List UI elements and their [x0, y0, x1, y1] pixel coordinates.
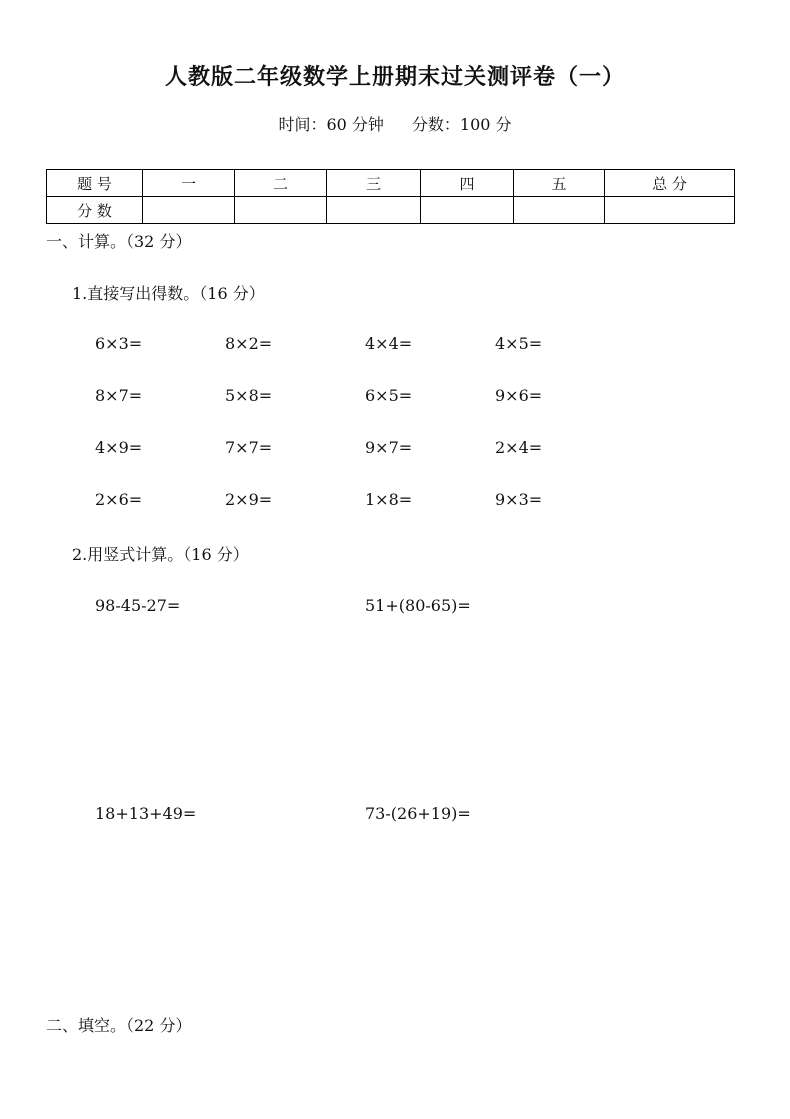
question-2-heading: 2.用竖式计算。（16 分） — [72, 545, 249, 564]
oral-calc-item: 2×6= — [95, 490, 143, 509]
oral-calc-item: 6×3= — [95, 334, 143, 353]
score-cell-1[interactable] — [143, 197, 235, 224]
exam-info — [0, 112, 790, 135]
exam-total-score: 分数：100 分 — [411, 115, 512, 134]
oral-calc-item: 8×2= — [225, 334, 273, 353]
section-2-heading: 二、填空。（22 分） — [46, 1016, 192, 1035]
score-header-4: 四 — [421, 170, 514, 197]
oral-calc-item: 6×5= — [365, 386, 413, 405]
vertical-calc-item: 18+13+49= — [95, 804, 197, 823]
score-header-label: 题 号 — [47, 170, 143, 197]
vertical-calc-item: 51+(80-65)= — [365, 596, 471, 615]
score-header-total: 总 分 — [605, 170, 735, 197]
score-header-3: 三 — [327, 170, 421, 197]
oral-calc-item: 5×8= — [225, 386, 273, 405]
oral-calc-item: 4×5= — [495, 334, 543, 353]
score-table-score-row — [47, 197, 735, 224]
question-1-heading: 1.直接写出得数。（16 分） — [72, 284, 265, 303]
score-cell-total[interactable] — [605, 197, 735, 224]
score-row-label: 分 数 — [47, 197, 143, 224]
oral-calc-item: 7×7= — [225, 438, 273, 457]
vertical-calc-item: 73-(26+19)= — [365, 804, 471, 823]
score-cell-2[interactable] — [235, 197, 327, 224]
oral-calc-item: 1×8= — [365, 490, 413, 509]
score-cell-4[interactable] — [421, 197, 514, 224]
oral-calc-item: 9×7= — [365, 438, 413, 457]
oral-calc-item: 8×7= — [95, 386, 143, 405]
page-title: 人教版二年级数学上册期末过关测评卷（一） — [164, 65, 625, 90]
vertical-calc-item: 98-45-27= — [95, 596, 181, 615]
score-table-header-row — [47, 170, 735, 197]
score-table — [46, 169, 735, 224]
oral-calc-item: 9×6= — [495, 386, 543, 405]
oral-calc-item: 4×9= — [95, 438, 143, 457]
oral-calc-item: 9×3= — [495, 490, 543, 509]
score-header-2: 二 — [235, 170, 327, 197]
oral-calc-item: 2×9= — [225, 490, 273, 509]
oral-calc-item: 4×4= — [365, 334, 413, 353]
exam-time: 时间：60 分钟 — [278, 115, 384, 134]
oral-calc-item: 2×4= — [495, 438, 543, 457]
section-1-heading: 一、计算。（32 分） — [46, 232, 192, 251]
score-cell-3[interactable] — [327, 197, 421, 224]
score-header-5: 五 — [514, 170, 605, 197]
score-header-1: 一 — [143, 170, 235, 197]
score-cell-5[interactable] — [514, 197, 605, 224]
